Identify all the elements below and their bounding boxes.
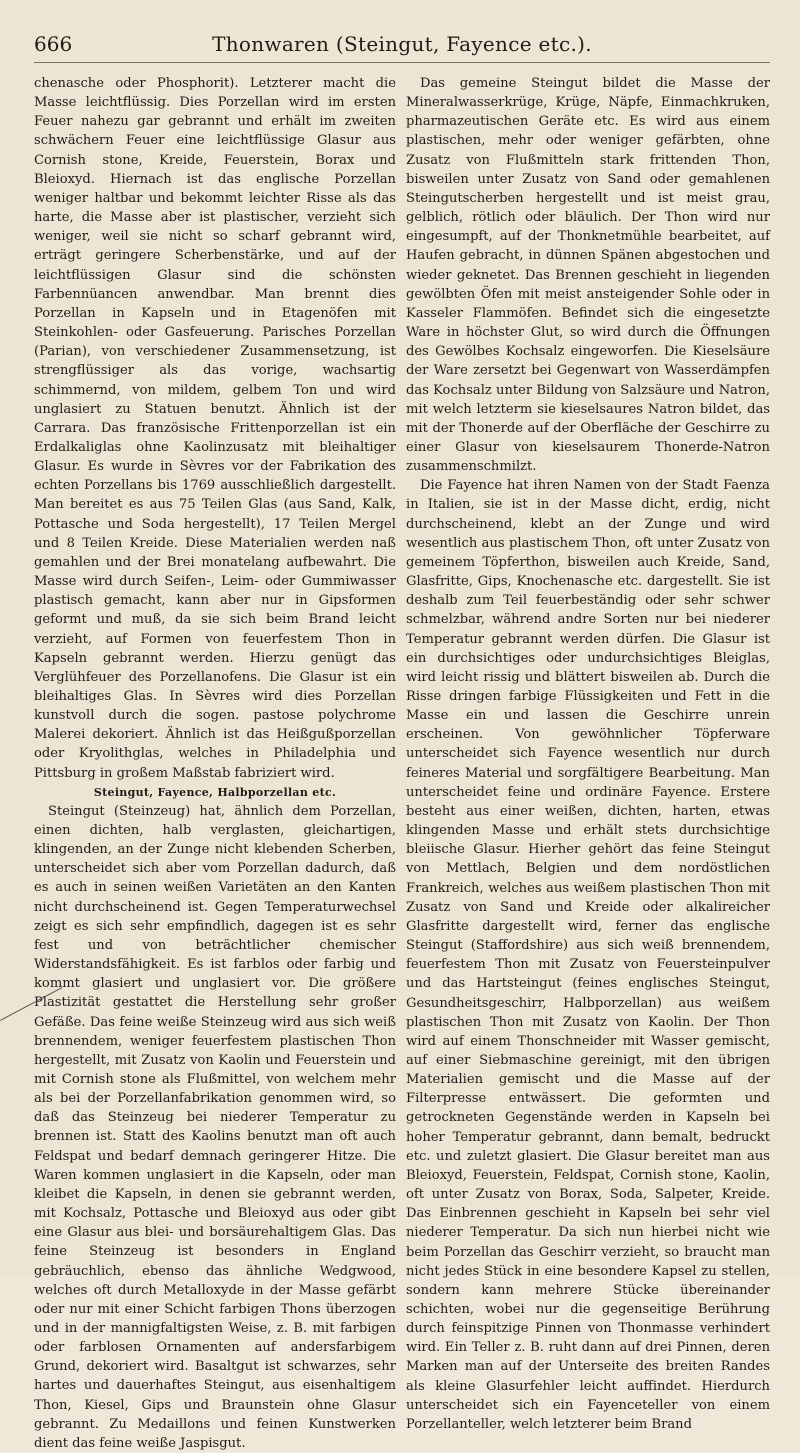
page-number: 666 <box>34 32 73 56</box>
left-column <box>34 74 396 1453</box>
paragraph-porzellan-continued: chenasche oder Phosphorit). Letzterer macht die Masse leichtflüssig. Dies Porzellan wird im ersten Feuer nahezu gar gebrannt und erhält im zweiten schwächern Feuer eine leichtflüssige Glasur aus Cornish stone, Kreide, Feuerstein, Borax und Bleioxyd. Hiernach ist das englische Porzellan weniger haltbar und bekommt leichter Risse als das harte, die Masse aber ist plastischer, verzieht sich weniger, weil sie nicht so scharf gebrannt wird, erträgt geringere Scherbenstärke, und auf der leichtflüssigen Glasur sind die schönsten Farbennüancen anwendbar. Man brennt dies Porzellan in Kapseln und in Etagenöfen mit Steinkohlen- oder Gasfeuerung. Parisches Porzellan (Parian), von verschiedener Zusammensetzung, ist strengflüssiger als das vorige, wachsartig schimmernd, von mildem, gelbem Ton und wird unglasiert zu Statuen benutzt. Ähnlich ist der Carrara. Das französische Frittenporzellan ist ein Erdalkaliglas ohne Kaolinzusatz mit bleihaltiger Glasur. Es wurde in Sèvres vor der Fabrikation des echten Porzellans bis 1769 ausschließlich dargestellt. Man bereitet es aus 75 Teilen Glas (aus Sand, Kalk, Pottasche und Soda hergestellt), 17 Teilen Mergel und 8 Teilen Kreide. Diese Materialien werden naß gemahlen und der Brei monatelang aufbewahrt. Die Masse wird durch Seifen-, Leim- oder Gummiwasser plastisch gemacht, kann aber nur in Gipsformen geformt und muß, da sie sich beim Brand leicht verzieht, auf Formen von feuerfestem Thon in Kapseln gebrannt werden. Hierzu genügt das Verglühfeuer des Porzellanofens. Die Glasur ist ein bleihaltiges Glas. In Sèvres wird dies Porzellan kunstvoll durch die sogen. pastose polychrome Malerei dekoriert. Ähnlich ist das Heißgußporzellan oder Kryolithglas, welches in Philadelphia und Pittsburg in großem Maßstab fabriziert wird. <box>34 76 396 781</box>
page-header <box>34 30 770 63</box>
paragraph-fayence: Die Fayence hat ihren Namen von der Stadt Faenza in Italien, sie ist in der Masse dicht, erdig, nicht durchscheinend, klebt an der Zunge und wird wesentlich aus plastischem Thon, oft unter Zusatz von gemeinem Töpferthon, bisweilen auch Kreide, Sand, Glasfritte, Gips, Knochenasche etc. dargestellt. Sie ist deshalb zum Teil feuerbeständig oder sehr schwer schmelzbar, während andre Sorten nur bei niederer Temperatur gebrannt werden dürfen. Die Glasur ist ein durchsichtiges oder undurchsichtiges Bleiglas, wird leicht rissig und blättert bisweilen ab. Durch die Risse dringen farbige Flüssigkeiten und Fett in die Masse ein und lassen die Geschirre unrein erscheinen. Von gewöhnlicher Töpferware unterscheidet sich Fayence wesentlich nur durch feineres Material und sorgfältigere Bearbeitung. Man unterscheidet feine und ordinäre Fayence. Erstere besteht aus einer weißen, dichten, harten, etwas klingenden Masse und erhält stets durchsichtige bleiische Glasur. Hierher gehört das feine Steingut von Mettlach, Belgien und dem nordöstlichen Frankreich, welches aus weißem plastischen Thon mit Zusatz von Sand und Kreide oder alkalireicher Glasfritte dargestellt wird, ferner das englische Steingut (Staffordshire) aus sich weiß brennendem, feuerfestem Thon mit Zusatz von Feuersteinpulver und das Hartsteingut (feines englisches Steingut, Gesundheitsgeschirr, Halbporzellan) aus weißem plastischen Thon mit Zusatz von Kaolin. Der Thon wird auf einem Thonschneider mit Wasser gemischt, auf einer Siebmaschine gereinigt, mit den übrigen Materialien gemischt und die Masse auf der Filterpresse entwässert. Die geformten und getrockneten Gegenstände werden in Kapseln bei hoher Temperatur gebrannt, dann bemalt, bedruckt etc. und zuletzt glasiert. Die Glasur bereitet man aus Bleioxyd, Feuerstein, Feldspat, Cornish stone, Kaolin, oft unter Zusatz von Borax, Soda, Salpeter, Kreide. Das Einbrennen geschieht in Kapseln bei sehr viel niederer Temperatur. Da sich nun hierbei nicht wie beim Porzellan das Geschirr verzieht, so braucht man nicht jedes Stück in eine besondere Kapsel zu stellen, sondern kann mehrere Stücke übereinander schichten, wobei nur die gegenseitige Berührung durch feinspitzige Pinnen von Thonmasse verhindert wird. Ein Teller z. B. ruht dann auf drei Pinnen, deren Marken man auf der Unterseite des breiten Randes als kleine Glasurfehler leicht auffindet. Hierdurch unterscheidet sich ein Fayenceteller von einem Porzellanteller, welch letzterer beim Brand <box>406 478 770 1432</box>
paragraph-steingut: Steingut (Steinzeug) hat, ähnlich dem Porzellan, einen dichten, halb verglasten, gleichartigen, klingenden, an der Zunge nicht klebenden Scherben, unterscheidet sich aber vom Porzellan dadurch, daß es auch in seinen weißen Varietäten an den Kanten nicht durchscheinend ist. Gegen Temperaturwechsel zeigt es sich sehr empfindlich, dagegen ist es sehr fest und von beträchtlicher chemischer Widerstandsfähigkeit. Es ist farblos oder farbig und kommt glasiert und unglasiert vor. Die größere Plastizität gestattet die Herstellung sehr großer Gefäße. Das feine weiße Steinzeug wird aus sich weiß brennendem, weniger feuerfestem plastischen Thon hergestellt, mit Zusatz von Kaolin und Feuerstein und mit Cornish stone als Flußmittel, von welchem mehr als bei der Porzellanfabrikation genommen wird, so daß das Steinzeug bei niederer Temperatur zu brennen ist. Statt des Kaolins benutzt man oft auch Feldspat und bedarf demnach geringerer Hitze. Die Waren kommen unglasiert in die Kapseln, oder man kleibet die Kapseln, in denen sie gebrannt werden, mit Kochsalz, Pottasche und Bleioxyd aus oder gibt eine Glasur aus blei- und borsäurehaltigem Glas. Das feine Steinzeug ist besonders in England gebräuchlich, ebenso das ähnliche Wedgwood, welches oft durch Metalloxyde in der Masse gefärbt oder nur mit einer Schicht farbigen Thons überzogen und in der mannigfaltigsten Weise, z. B. mit farbigen oder farblosen Ornamenten auf andersfarbigem Grund, dekoriert wird. Basaltgut ist schwarzes, sehr hartes und dauerhaftes Steingut, aus eisenhaltigem Thon, Kiesel, Gips und Braunstein ohne Glasur gebrannt. Zu Medaillons und feinen Kunstwerken dient das feine weiße Jaspisgut. <box>34 803 396 1451</box>
right-column <box>406 74 770 1434</box>
running-head: Thonwaren (Steingut, Fayence etc.). <box>212 32 592 56</box>
paragraph-gemeines-steingut: Das gemeine Steingut bildet die Masse der Mineralwasserkrüge, Krüge, Näpfe, Einmachkruken, pharmazeutischen Geräte etc. Es wird aus einem plastischen, mehr oder weniger gefärbten, ohne Zusatz von Flußmitteln stark frittenden Thon, bisweilen unter Zusatz von Sand oder gemahlenen Steingutscherben hergestellt und ist meist grau, gelblich, rötlich oder bläulich. Der Thon wird nur eingesumpft, auf der Thonknetmühle bearbeitet, auf Haufen gebracht, in dünnen Spänen abgestochen und wieder geknetet. Das Brennen geschieht in liegenden gewölbten Öfen mit meist ansteigender Sohle oder in Kasseler Flammöfen. Befindet sich die eingesetzte Ware in höchster Glut, so wird durch die Öffnungen des Gewölbes Kochsalz eingeworfen. Die Kieselsäure der Ware zersetzt bei Gegenwart von Wasserdämpfen das Kochsalz unter Bildung von Salzsäure und Natron, mit welch letzterm sie kieselsaures Natron bildet, das mit der Thonerde auf der Oberfläche der Geschirre zu einer Glasur von kieselsaurem Thonerde-Natron zusammenschmilzt. <box>406 76 770 475</box>
section-subheading: Steingut, Fayence, Halbporzellan etc. <box>93 785 337 799</box>
